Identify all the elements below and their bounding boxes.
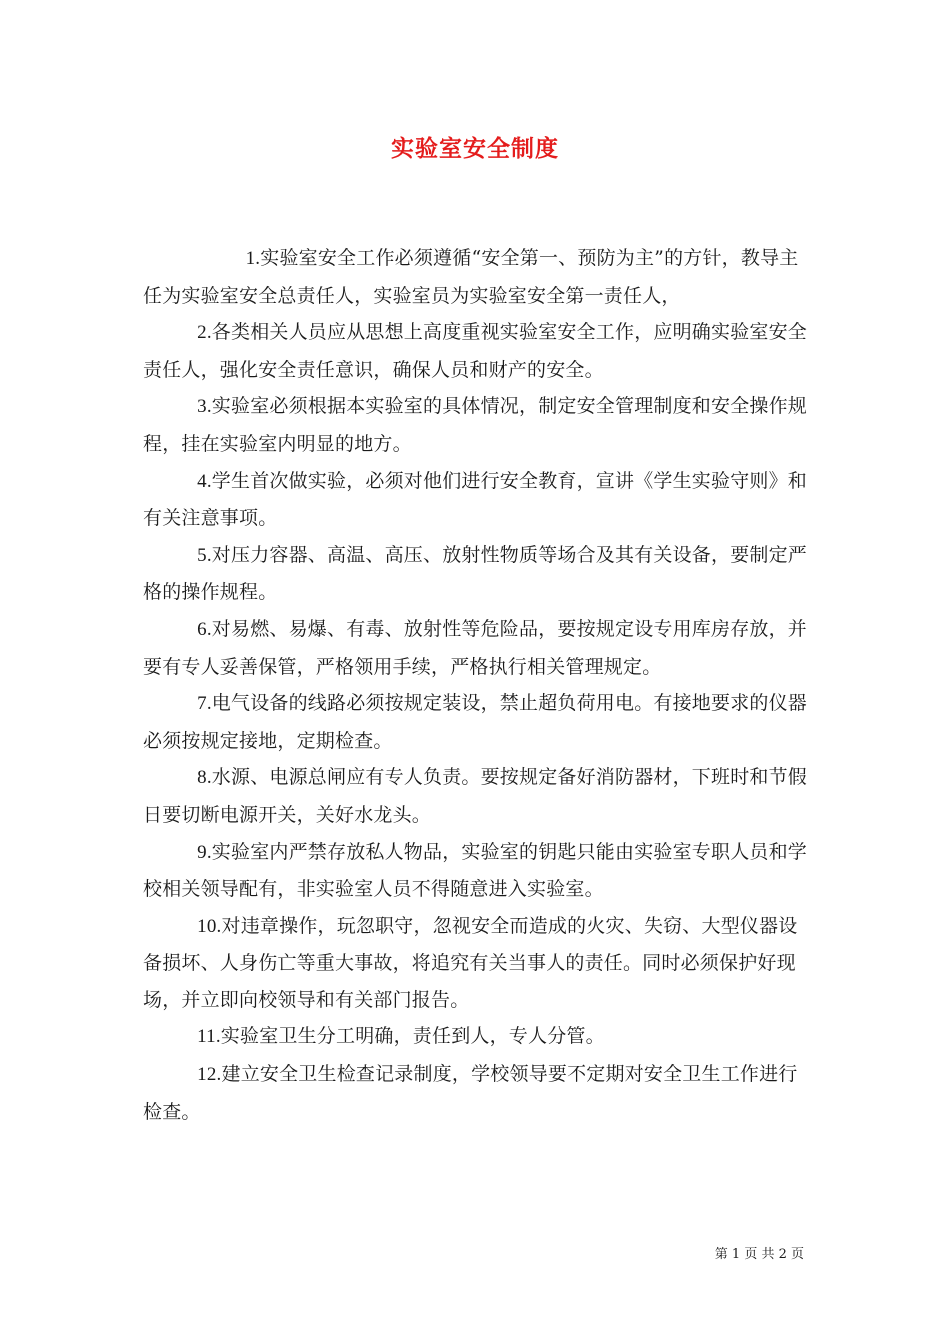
rule-number: 10.	[197, 915, 222, 937]
rule-item	[143, 1056, 813, 1130]
rule-item	[143, 759, 813, 833]
rule-number: 1.	[245, 248, 261, 269]
rule-item	[143, 908, 813, 1019]
rule-number: 5.	[197, 544, 212, 566]
rule-text: 建立安全卫生检查记录制度，学校领导要不定期对安全卫生工作进行检查。	[143, 1063, 798, 1123]
page-title: 实验室安全制度	[391, 136, 559, 162]
rule-text: 对易燃、易爆、有毒、放射性等危险品，要按规定设专用库房存放，并要有专人妥善保管，严格领用手续，严格执行相关管理规定。	[143, 617, 807, 678]
rule-number: 6.	[197, 618, 212, 640]
rule-number: 9.	[197, 841, 212, 863]
rule-number: 8.	[197, 767, 212, 789]
rule-item	[143, 685, 813, 759]
rule-text: 实验室必须根据本实验室的具体情况，制定安全管理制度和安全操作规程，挂在实验室内明显的地方。	[143, 395, 807, 455]
rule-item	[143, 537, 813, 611]
rule-item	[143, 388, 813, 462]
rule-item	[143, 240, 813, 314]
page-number-footer: 第 1 页 共 2 页	[714, 1247, 804, 1262]
rule-text: 实验室内严禁存放私人物品，实验室的钥匙只能由实验室专职人员和学校相关领导配有，非实验室人员不得随意进入实验室。	[143, 840, 807, 901]
rule-text: 各类相关人员应从思想上高度重视实验室安全工作，应明确实验室安全责任人，强化安全责任意识，确保人员和财产的安全。	[143, 321, 807, 381]
rules-body	[143, 240, 813, 1130]
rule-item	[143, 611, 813, 685]
rule-number: 7.	[197, 693, 212, 715]
rule-text: 实验室卫生分工明确，责任到人，专人分管。	[220, 1025, 605, 1048]
rule-item	[143, 1018, 813, 1056]
rule-text: 对压力容器、高温、高压、放射性物质等场合及其有关设备，要制定严格的操作规程。	[143, 543, 807, 604]
rule-item	[143, 834, 813, 908]
rule-text: 实验室安全工作必须遵循“安全第一、预防为主”的方针，教导主任为实验室安全总责任人，实验室员为实验室安全第一责任人，	[143, 247, 799, 307]
rule-text: 水源、电源总闸应有专人负责。要按规定备好消防器材，下班时和节假日要切断电源开关，关好水龙头。	[143, 766, 807, 826]
rule-number: 2.	[197, 322, 212, 344]
rule-number: 11.	[197, 1026, 221, 1048]
rule-text: 对违章操作，玩忽职守，忽视安全而造成的火灾、失窃、大型仪器设备损坏、人身伤亡等重大事故，将追究有关当事人的责任。同时必须保护好现场，并立即向校领导和有关部门报告。	[143, 914, 798, 1011]
rule-number: 4.	[197, 470, 212, 492]
rule-item	[143, 314, 813, 388]
rule-text: 电气设备的线路必须按规定装设，禁止超负荷用电。有接地要求的仪器必须按规定接地，定期检查。	[143, 692, 807, 752]
rule-text: 学生首次做实验，必须对他们进行安全教育，宣讲《学生实验守则》和有关注意事项。	[143, 469, 807, 530]
rule-item	[143, 463, 813, 537]
rule-number: 12.	[197, 1064, 222, 1086]
rule-number: 3.	[197, 396, 212, 418]
